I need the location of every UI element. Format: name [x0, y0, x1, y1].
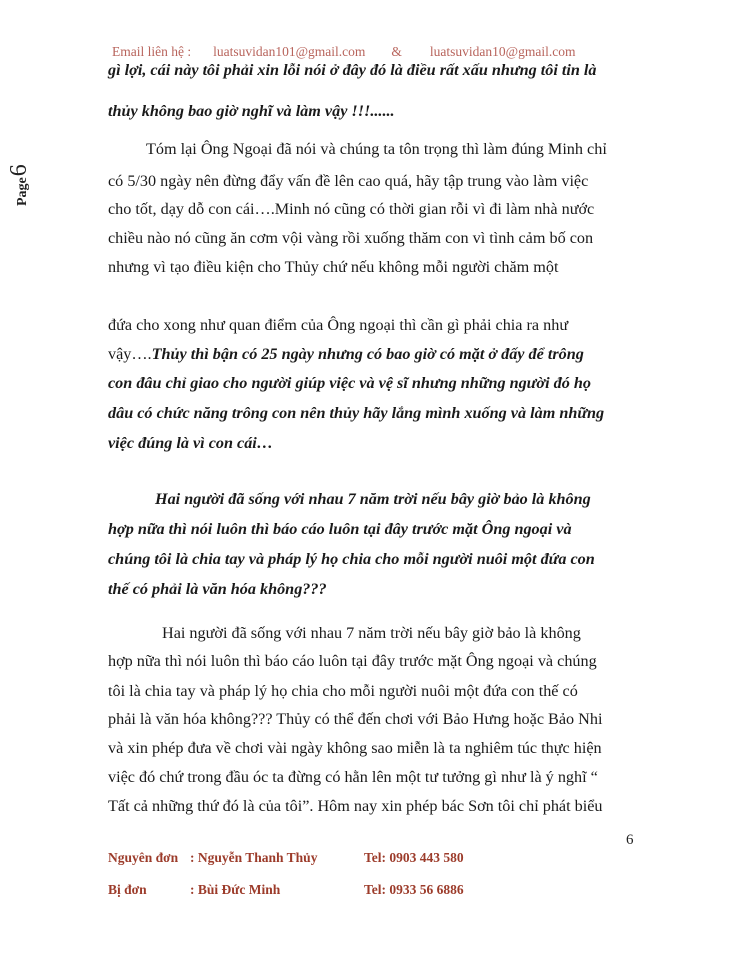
body-line-start: vậy…. — [108, 345, 152, 363]
email-label: Email liên hệ : — [112, 44, 192, 59]
body-line: hợp nữa thì nói luôn thì báo cáo luôn tại đây trước mặt Ông ngoại và — [108, 520, 572, 538]
body-line: phải là văn hóa không??? Thủy có thể đến chơi với Bảo Hưng hoặc Bảo Nhi — [108, 710, 603, 728]
page-side-number: 6 — [6, 164, 32, 177]
defendant-label: Bị đơn — [108, 882, 147, 897]
body-line: nhưng vì tạo điều kiện cho Thủy chứ nếu không mỗi người chăm một — [108, 258, 559, 276]
body-line: việc đúng là vì con cái… — [108, 434, 273, 452]
defendant-name: : Bùi Đức Minh — [190, 882, 281, 897]
email-separator: & — [391, 44, 402, 59]
body-line: gì lợi, cái này tôi phải xin lỗi nói ở đây đó là điều rất xấu nhưng tôi tin là — [108, 61, 597, 79]
body-line: con đâu chỉ giao cho người giúp việc và vệ sĩ nhưng những người đó họ — [108, 374, 591, 392]
body-line: cho tốt, dạy dỗ con cái….Minh nó cũng có thời gian rỗi vì đi làm nhà nước — [108, 200, 595, 218]
body-line: thế có phải là văn hóa không??? — [108, 580, 327, 598]
body-line: chúng tôi là chia tay và pháp lý họ chia cho mỗi người nuôi một đứa con — [108, 550, 595, 568]
plaintiff-phone: Tel: 0903 443 580 — [364, 850, 464, 865]
page-margin-label — [6, 150, 56, 210]
body-line: tôi là chia tay và pháp lý họ chia cho mỗi người nuôi một đứa con thế có — [108, 682, 578, 700]
email-link-2[interactable]: luatsuvidan10@gmail.com — [429, 44, 576, 59]
body-line: dâu có chức năng trông con nên thủy hãy lắng mình xuống và làm những — [108, 404, 605, 422]
defendant-phone: Tel: 0933 56 6886 — [364, 882, 464, 897]
body-line: đứa cho xong như quan điểm của Ông ngoại thì cần gì phải chia ra như — [108, 316, 569, 334]
body-line: Tất cả những thứ đó là của tôi”. Hôm nay xin phép bác Sơn tôi chỉ phát biểu — [108, 797, 603, 815]
body-line: Tóm lại Ông Ngoại đã nói và chúng ta tôn trọng thì làm đúng Minh chỉ — [146, 140, 607, 158]
body-line: có 5/30 ngày nên đừng đẩy vấn đề lên cao quá, hãy tập trung vào làm việc — [108, 172, 589, 190]
body-line: hợp nữa thì nói luôn thì báo cáo luôn tại đây trước mặt Ông ngoại và chúng — [108, 652, 597, 670]
body-line: chiều nào nó cũng ăn cơm vội vàng rồi xuống thăm con vì tình cảm bố con — [108, 229, 594, 247]
body-line: thủy không bao giờ nghĩ và làm vậy !!!...... — [108, 102, 395, 120]
body-line — [108, 345, 584, 364]
page-word: Page — [15, 177, 30, 206]
body-line: Hai người đã sống với nhau 7 năm trời nếu bây giờ bảo là không — [155, 490, 591, 508]
page-number: 6 — [626, 832, 634, 848]
body-line: và xin phép đưa về chơi vài ngày không sao miễn là ta nghiêm túc thực hiện — [108, 739, 602, 757]
contact-header — [112, 44, 575, 60]
plaintiff-name: : Nguyễn Thanh Thủy — [190, 850, 318, 865]
email-link-1[interactable]: luatsuvidan101@gmail.com — [213, 44, 366, 59]
body-line: việc đó chứ trong đầu óc ta đừng có hằn lên một tư tưởng gì như là ý nghĩ “ — [108, 768, 598, 786]
plaintiff-label: Nguyên đơn — [108, 850, 179, 865]
body-line-emphasis: Thủy thì bận có 25 ngày nhưng có bao giờ có mặt ở đấy để trông — [151, 345, 584, 363]
body-line: Hai người đã sống với nhau 7 năm trời nếu bây giờ bảo là không — [162, 624, 581, 642]
